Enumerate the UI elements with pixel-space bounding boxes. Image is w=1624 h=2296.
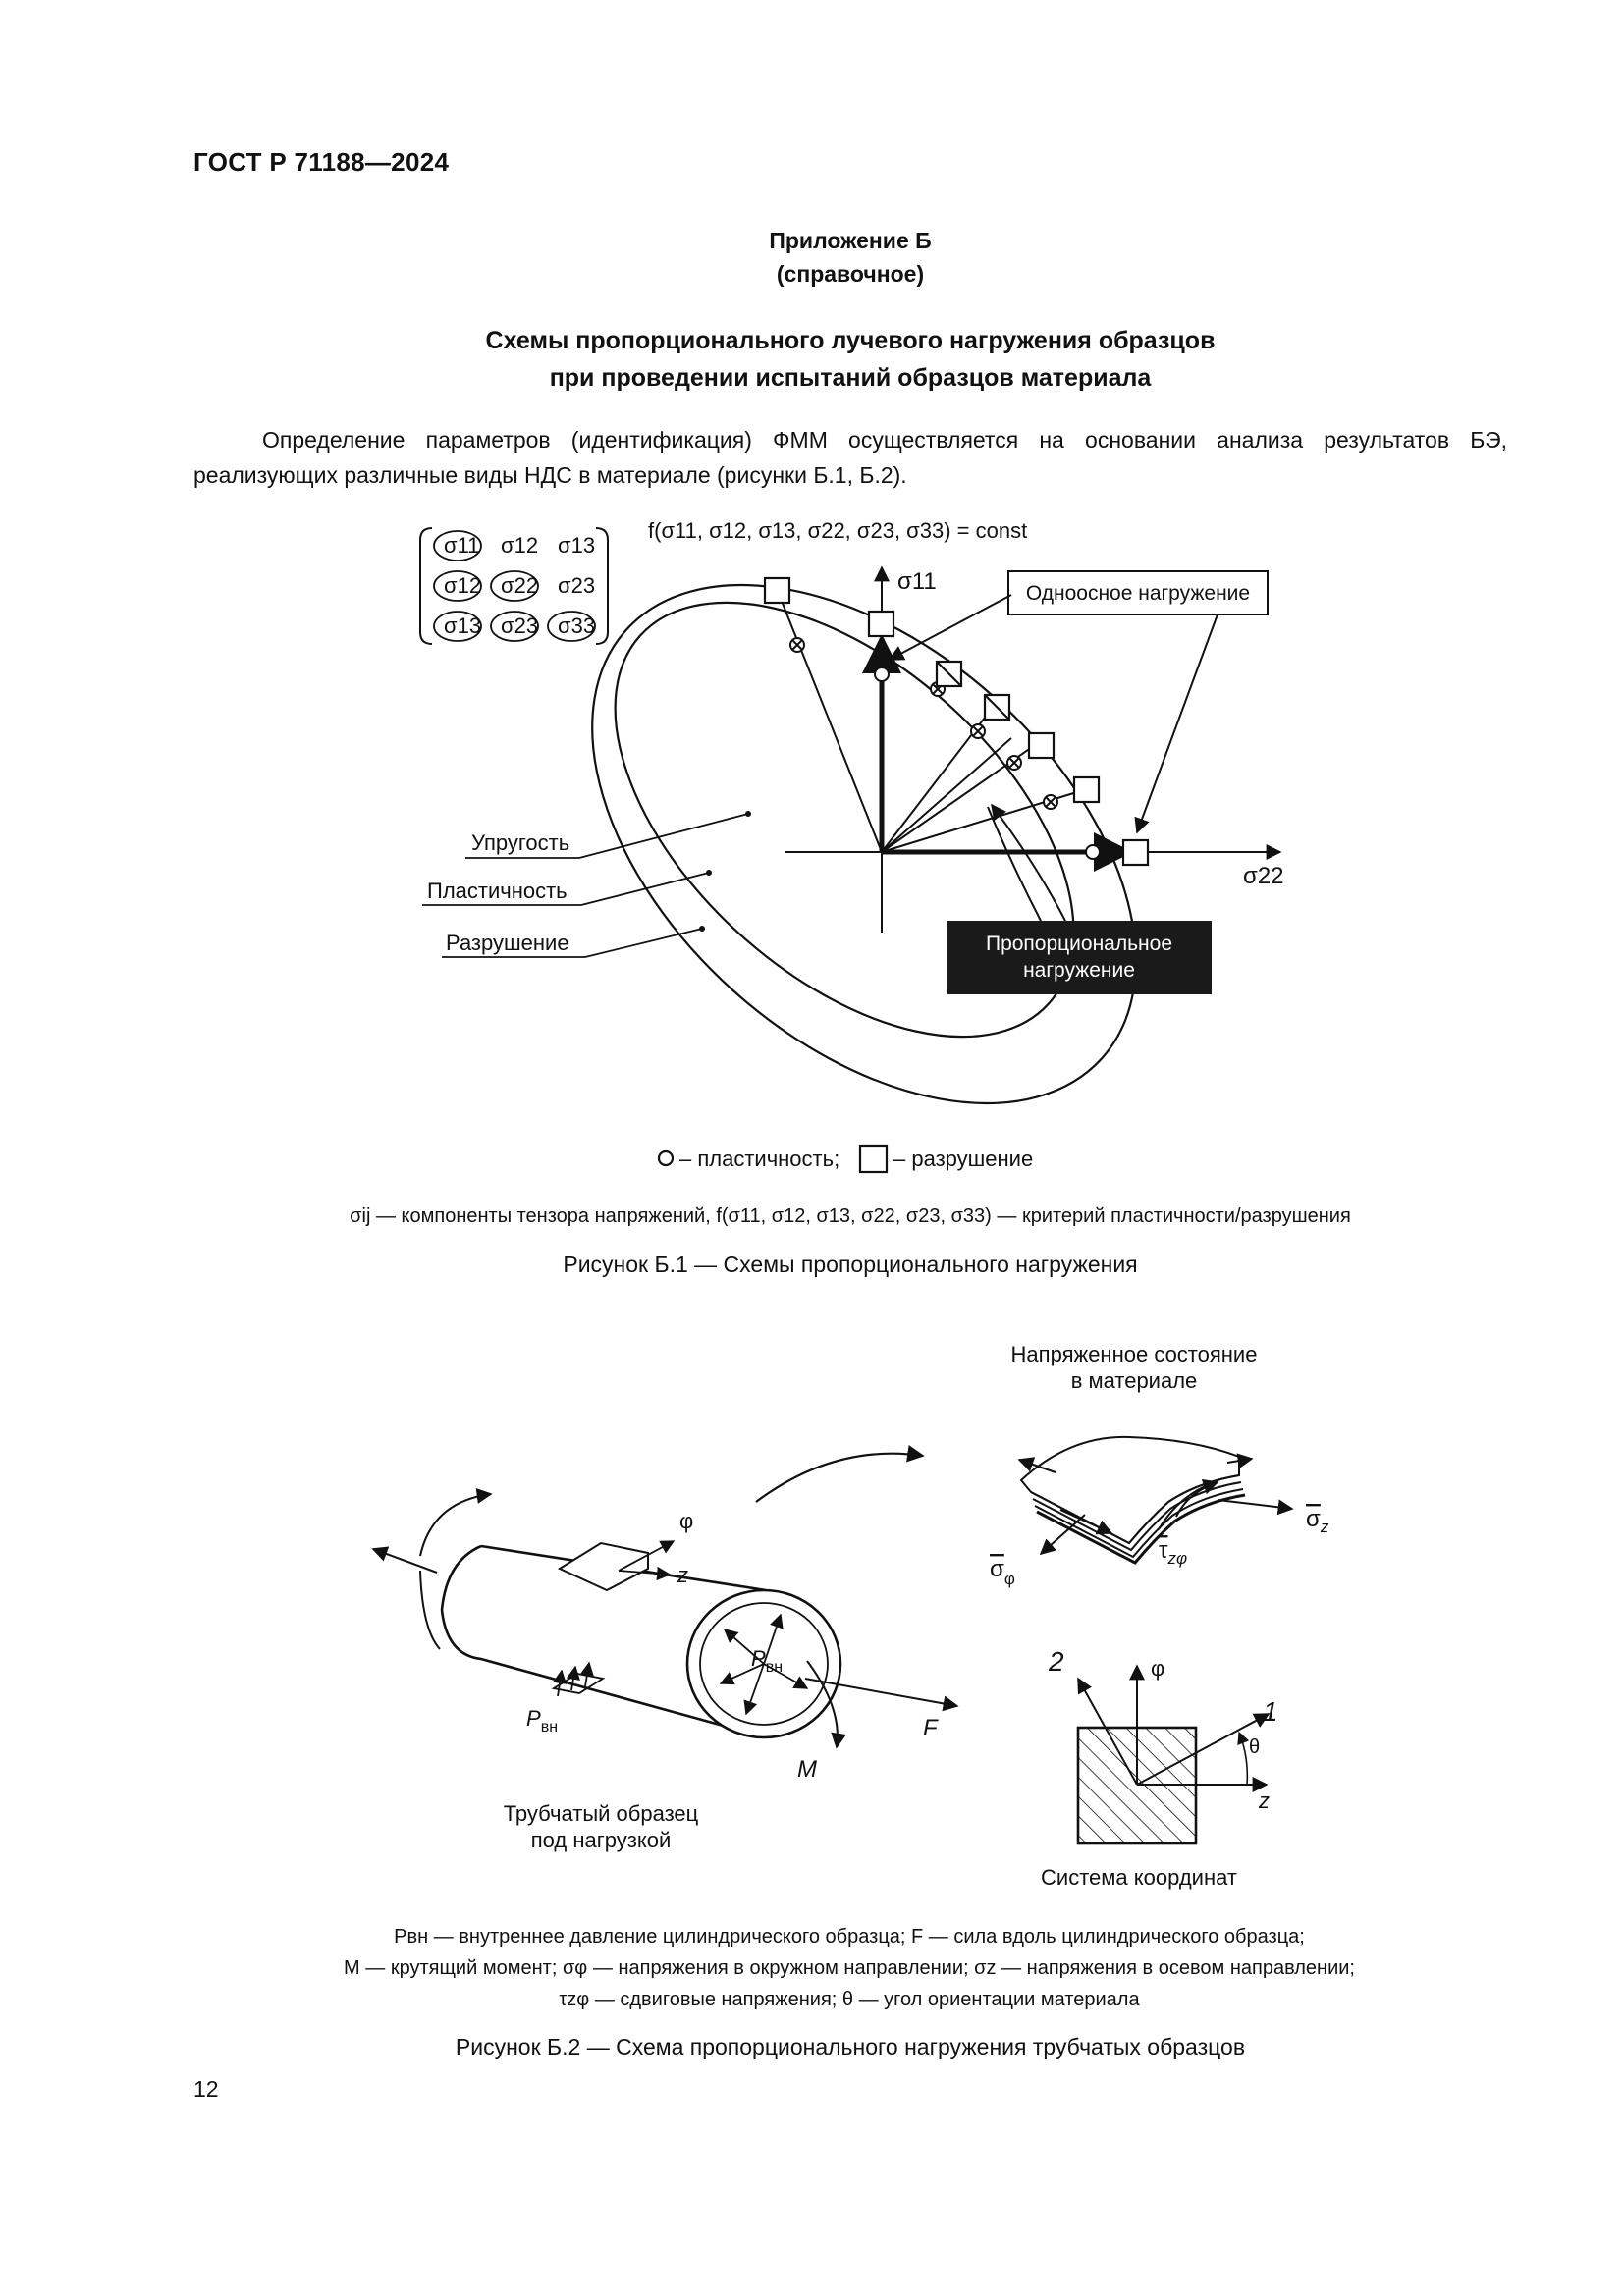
matrix-cell-23: σ23 bbox=[558, 573, 596, 598]
legend-square-icon bbox=[860, 1146, 887, 1172]
sigma-z-arrow bbox=[1218, 1500, 1292, 1509]
document-header: ГОСТ Р 71188—2024 bbox=[193, 147, 450, 177]
proportional-leader-1 bbox=[992, 805, 1065, 921]
coord-theta-label: θ bbox=[1249, 1736, 1261, 1758]
legend-plastic: – пластичность; bbox=[679, 1147, 840, 1171]
fracture-marker bbox=[1123, 840, 1148, 865]
uniaxial-leader-2 bbox=[1137, 614, 1218, 832]
stress-state-title-1: Напряженное состояние bbox=[1010, 1342, 1258, 1366]
fracture-markers bbox=[765, 578, 1148, 865]
criterion-formula: f(σ11, σ12, σ13, σ22, σ23, σ33) = const bbox=[648, 518, 1028, 543]
stress-tensor-matrix bbox=[420, 528, 608, 644]
uniaxial-leader-1 bbox=[890, 595, 1011, 660]
coord-axis-1-label: 1 bbox=[1263, 1696, 1278, 1727]
title-line-2: при проведении испытаний образцов материала bbox=[549, 364, 1152, 392]
tau-sub: zφ bbox=[1167, 1549, 1188, 1568]
matrix-cell-32: σ23 bbox=[501, 614, 539, 638]
tubular-specimen bbox=[442, 1546, 840, 1737]
figure-1-caption: Рисунок Б.1 — Схемы пропорционального нагружения bbox=[563, 1252, 1138, 1277]
laminate-element bbox=[1021, 1437, 1245, 1563]
tube-element bbox=[560, 1543, 648, 1590]
plastic-marker bbox=[971, 724, 985, 738]
svg-text:σφ bbox=[990, 1556, 1015, 1588]
tau-symbol: τ bbox=[1159, 1537, 1168, 1564]
fracture-marker bbox=[985, 695, 1009, 720]
matrix-cell-31: σ13 bbox=[444, 614, 482, 638]
plastic-marker bbox=[1007, 756, 1021, 770]
matrix-cell-13: σ13 bbox=[558, 533, 596, 558]
moment-M-label: M bbox=[797, 1756, 817, 1783]
appendix-type: (справочное) bbox=[776, 261, 925, 287]
coord-z-label: z bbox=[1259, 1789, 1270, 1813]
transition-arrow bbox=[756, 1454, 923, 1502]
title-line-1: Схемы пропорционального лучевого нагружения образцов bbox=[485, 327, 1216, 354]
tube-phi-label: φ bbox=[679, 1509, 694, 1533]
legend-circle-icon bbox=[659, 1151, 673, 1165]
figure-2-explanation-line-1: Pвн — внутреннее давление цилиндрического образца; F — сила вдоль цилиндрического образца; bbox=[394, 1926, 1305, 1948]
figure-1-explanation: σij — компоненты тензора напряжений, f(σ11, σ12, σ13, σ22, σ23, σ33) — критерий пластичности/разрушения bbox=[350, 1205, 1351, 1227]
coord-phi-label: φ bbox=[1151, 1656, 1165, 1681]
plastic-marker bbox=[790, 638, 804, 652]
plastic-marker bbox=[875, 667, 889, 681]
sigma-phi-symbol: σ bbox=[990, 1556, 1004, 1582]
force-F-label: F bbox=[923, 1715, 938, 1741]
page-number: 12 bbox=[193, 2076, 219, 2102]
legend-fracture: – разрушение bbox=[893, 1147, 1034, 1171]
matrix-cell-33: σ33 bbox=[558, 614, 596, 638]
svg-text:σz bbox=[1306, 1506, 1329, 1536]
matrix-cell-22: σ22 bbox=[501, 573, 539, 598]
region-labels bbox=[422, 811, 751, 957]
plastic-marker bbox=[1044, 795, 1057, 809]
figure-2-caption: Рисунок Б.2 — Схема пропорционального нагружения трубчатых образцов bbox=[455, 2034, 1246, 2059]
fracture-marker bbox=[869, 612, 893, 636]
proportional-label-1: Пропорциональное bbox=[985, 933, 1173, 955]
fracture-marker bbox=[765, 578, 789, 603]
tube-z-label: z bbox=[677, 1563, 688, 1587]
figure-2-explanation-line-2: M — крутящий момент; σφ — напряжения в окружном направлении; σz — напряжения в осевом направлении; τzφ — сдвиговые напряжения; θ — угол ориентации материала bbox=[344, 1957, 1355, 2010]
figure-2-diagram bbox=[0, 1306, 1624, 1914]
internal-pressure-label: $P_{вн}$ bbox=[751, 1646, 784, 1676]
theta-arc bbox=[1239, 1733, 1247, 1785]
sigma-z-symbol: σ bbox=[1306, 1506, 1321, 1532]
label-elastic: Упругость bbox=[471, 830, 570, 855]
stress-state-title-2: в материале bbox=[1070, 1368, 1198, 1393]
tube-caption-2: под нагрузкой bbox=[530, 1828, 672, 1852]
matrix-cell-21: σ12 bbox=[444, 573, 482, 598]
plastic-marker bbox=[1086, 845, 1100, 859]
uniaxial-label: Одноосное нагружение bbox=[1025, 582, 1251, 605]
fracture-marker bbox=[937, 662, 961, 686]
sigma-phi-sub: φ bbox=[1003, 1570, 1015, 1588]
proportional-label-2: нагружение bbox=[1023, 959, 1135, 982]
appendix-name: Приложение Б bbox=[769, 228, 932, 253]
figure-1-legend bbox=[659, 1146, 1033, 1172]
fracture-marker bbox=[1029, 733, 1054, 758]
matrix-cell-12: σ12 bbox=[501, 533, 539, 558]
coord-system-caption: Система координат bbox=[1041, 1865, 1237, 1890]
axial-force-left-arrow bbox=[373, 1549, 437, 1573]
intro-paragraph: Определение параметров (идентификация) ФММ осуществляется на основании анализа результатов БЭ, реализующих различные виды НДС в материале (рисунки Б.1, Б.2). bbox=[193, 427, 1507, 488]
label-plastic: Пластичность bbox=[427, 879, 568, 903]
coord-axis-2-label: 2 bbox=[1049, 1646, 1064, 1677]
axis-sigma22-label: σ22 bbox=[1243, 863, 1284, 889]
external-pressure-label: $P_{вн}$ bbox=[526, 1706, 559, 1735]
fracture-marker bbox=[1074, 777, 1099, 802]
loading-rays bbox=[778, 591, 1129, 852]
sigma-z-sub: z bbox=[1320, 1518, 1329, 1536]
figure-2-explanation bbox=[344, 1921, 1355, 2015]
svg-text:τzφ bbox=[1159, 1537, 1187, 1568]
tube-caption-1: Трубчатый образец bbox=[503, 1801, 699, 1826]
axis-sigma11-label: σ11 bbox=[897, 568, 937, 595]
label-fracture: Разрушение bbox=[446, 931, 569, 955]
matrix-cell-11: σ11 bbox=[444, 533, 480, 558]
